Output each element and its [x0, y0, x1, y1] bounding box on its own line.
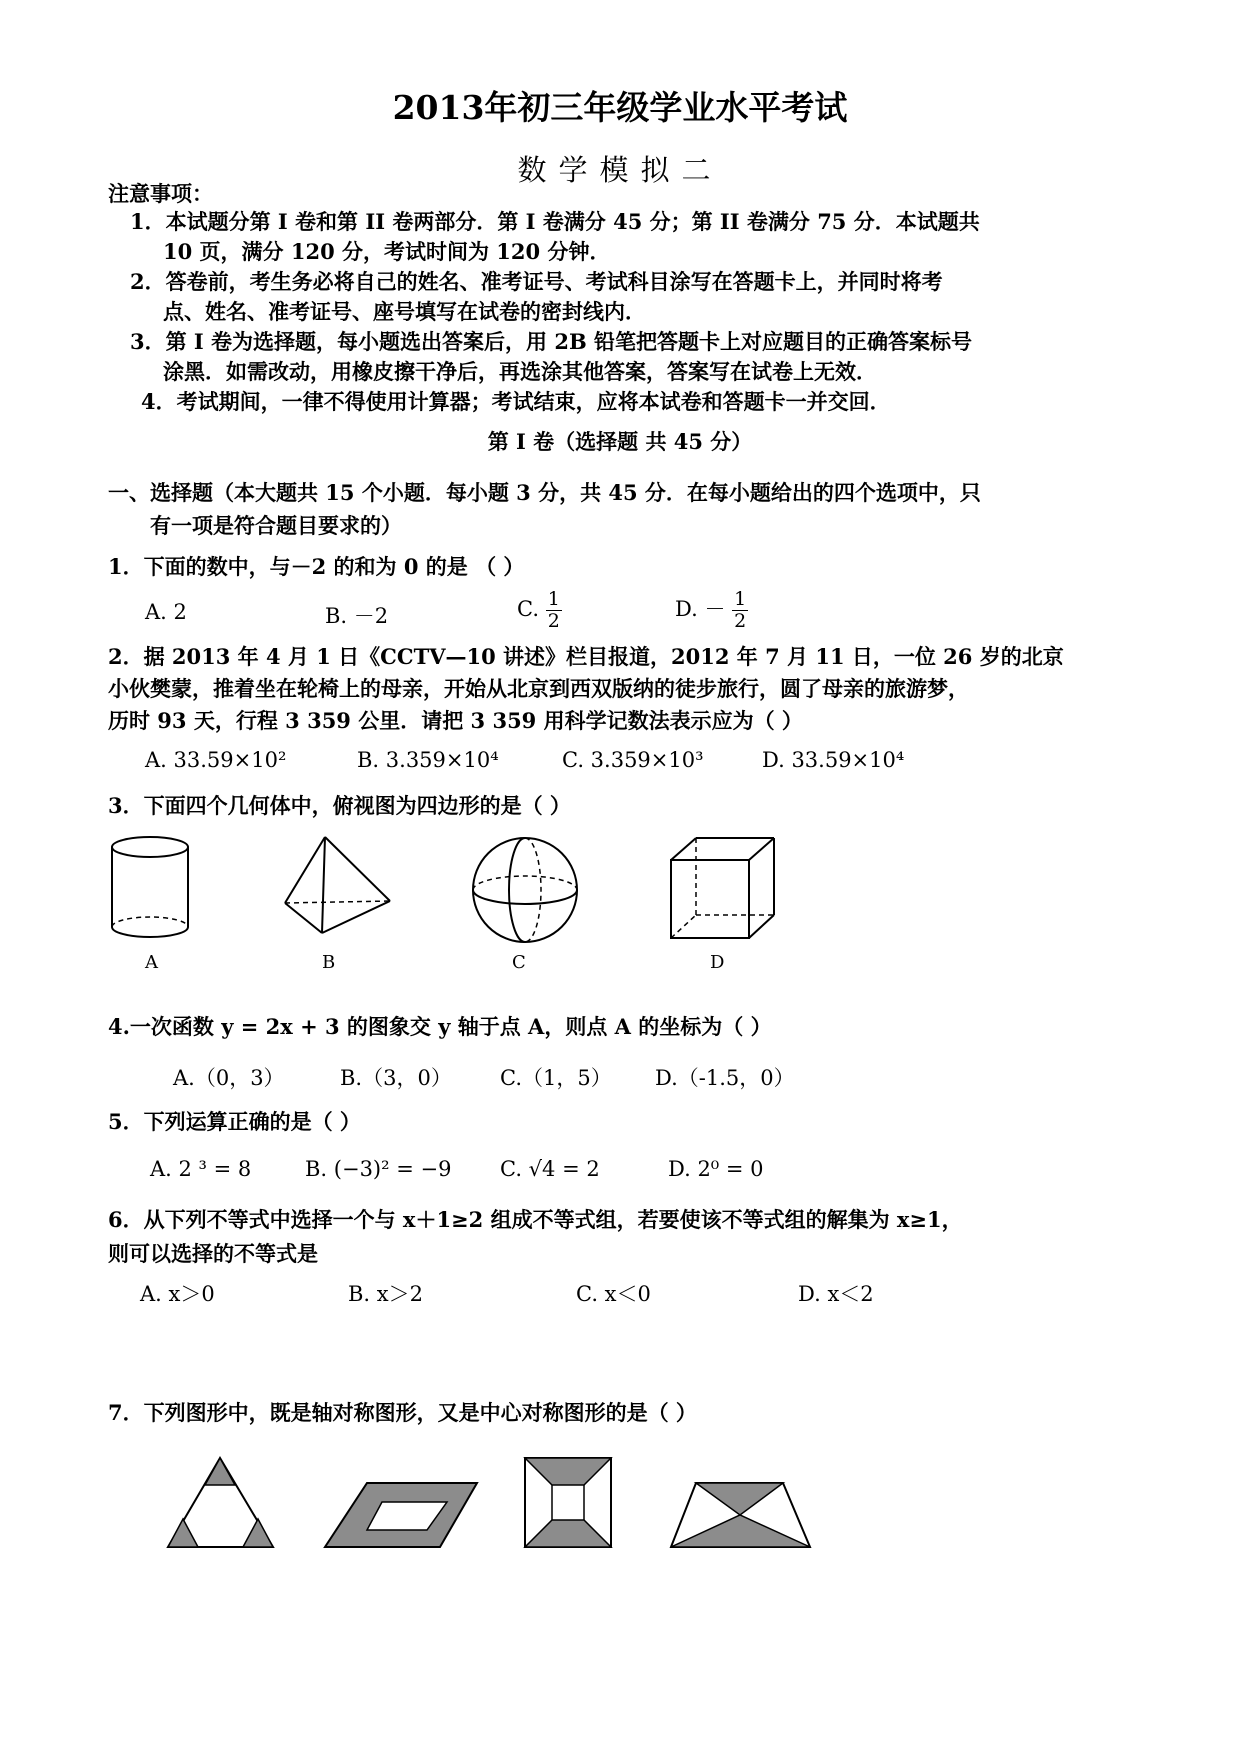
- figure-caption: D: [710, 952, 725, 973]
- fraction: $\frac{1}{2}$: [547, 588, 560, 632]
- exam-title: 2013年初三年级学业水平考试: [392, 88, 848, 127]
- exam-subtitle: 数学模拟二: [517, 153, 723, 187]
- q1-option-c-label: C.: [517, 596, 539, 621]
- notice-item: 点、姓名、准考证号、座号填写在试卷的密封线内．: [163, 299, 646, 324]
- q6-option-a: A. x＞0: [140, 1282, 215, 1306]
- figure-caption: B: [322, 952, 336, 973]
- q5-option-d: D. 2⁰ = 0: [668, 1157, 764, 1181]
- q1-option-a: A. 2: [145, 600, 187, 624]
- notice-item: 3．第 I 卷为选择题，每小题选出答案后，用 2B 铅笔把答题卡上对应题目的正确答案标号: [130, 329, 973, 354]
- q2-option-a: A. 33.59×10²: [145, 748, 287, 772]
- section-intro: 有一项是符合题目要求的）: [150, 513, 402, 538]
- sphere-figure: [470, 835, 580, 945]
- q1-option-d: [675, 589, 748, 632]
- q2-option-d: D. 33.59×10⁴: [762, 748, 905, 772]
- question-6-line: 6．从下列不等式中选择一个与 x＋1≥2 组成不等式组，若要使该不等式组的解集为 x≥1，: [108, 1207, 963, 1232]
- question-2-line: 2．据 2013 年 4 月 1 日《CCTV—10 讲述》栏目报道，2012 年 7 月 11 日，一位 26 岁的北京: [108, 644, 1064, 669]
- notice-item: 10 页，满分 120 分，考试时间为 120 分钟．: [163, 239, 611, 264]
- q6-option-c: C. x＜0: [576, 1282, 651, 1306]
- question-4-stem: 4.一次函数 y = 2x + 3 的图象交 y 轴于点 A，则点 A 的坐标为（ ）: [108, 1014, 772, 1039]
- notice-heading: 注意事项：: [108, 181, 213, 206]
- q6-option-b: B. x＞2: [348, 1282, 423, 1306]
- triangle-pattern-figure: [165, 1455, 280, 1550]
- notice-item: 1．本试题分第 I 卷和第 II 卷两部分．第 I 卷满分 45 分；第 II 卷满分 75 分．本试题共: [130, 209, 980, 234]
- question-6-line: 则可以选择的不等式是: [108, 1241, 318, 1266]
- q5-option-a: A. 2 ³ = 8: [150, 1157, 252, 1181]
- square-hourglass-figure: [522, 1455, 614, 1550]
- notice-item: 涂黑．如需改动，用橡皮擦干净后，再选涂其他答案，答案写在试卷上无效．: [163, 359, 877, 384]
- question-2-line: 历时 93 天，行程 3 359 公里．请把 3 359 用科学记数法表示应为（ ）: [108, 708, 803, 733]
- q4-option-b: B.（3，0）: [340, 1066, 452, 1090]
- notice-item: 2．答卷前，考生务必将自己的姓名、准考证号、考试科目涂写在答题卡上，并同时将考: [130, 269, 943, 294]
- question-1-stem: 1．下面的数中，与－2 的和为 0 的是 （ ）: [108, 554, 525, 579]
- q6-option-d: D. x＜2: [798, 1282, 874, 1306]
- cube-figure: [668, 835, 783, 945]
- q1-option-c: [517, 589, 562, 632]
- q1-option-d-label: D. －: [675, 596, 726, 621]
- q4-option-a: A.（0，3）: [173, 1066, 285, 1090]
- figure-caption: A: [145, 952, 158, 973]
- question-5-stem: 5．下列运算正确的是（ ）: [108, 1109, 361, 1134]
- q2-option-c: C. 3.359×10³: [562, 748, 704, 772]
- question-3-stem: 3．下面四个几何体中，俯视图为四边形的是（ ）: [108, 793, 571, 818]
- q5-option-c: C. √4 = 2: [500, 1157, 600, 1181]
- q1-option-b: B. －2: [325, 604, 389, 628]
- fraction: $\frac{1}{2}$: [734, 588, 747, 632]
- q4-option-d: D.（-1.5，0）: [655, 1066, 795, 1090]
- question-2-line: 小伙樊蒙，推着坐在轮椅上的母亲，开始从北京到西双版纳的徒步旅行，圆了母亲的旅游梦，: [108, 676, 969, 701]
- q5-option-b: B. (−3)² = −9: [305, 1157, 452, 1181]
- section-intro: 一、选择题（本大题共 15 个小题．每小题 3 分，共 45 分．在每小题给出的四个选项中，只: [108, 480, 981, 505]
- q4-option-c: C.（1，5）: [500, 1066, 612, 1090]
- trapezoid-bowtie-figure: [668, 1480, 813, 1550]
- section-title: 第 I 卷（选择题 共 45 分）: [487, 429, 753, 454]
- figure-caption: C: [512, 952, 526, 973]
- parallelogram-pattern-figure: [322, 1480, 482, 1550]
- pyramid-figure: [280, 835, 395, 940]
- q2-option-b: B. 3.359×10⁴: [357, 748, 499, 772]
- question-7-stem: 7．下列图形中，既是轴对称图形，又是中心对称图形的是（ ）: [108, 1400, 697, 1425]
- cylinder-figure: [105, 835, 195, 945]
- notice-item: 4．考试期间，一律不得使用计算器；考试结束，应将本试卷和答题卡一并交回．: [141, 389, 891, 414]
